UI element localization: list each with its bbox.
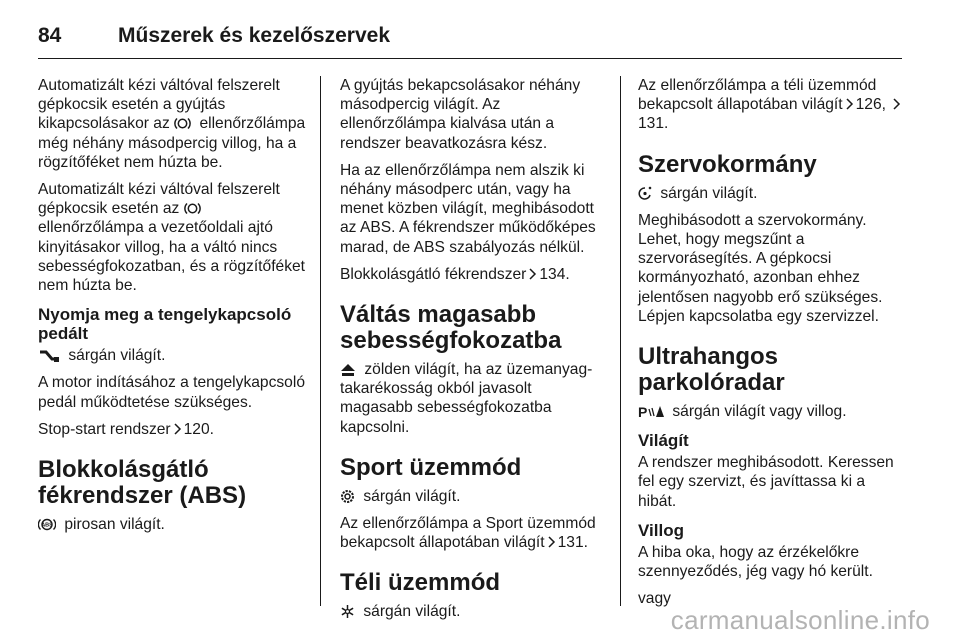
- page-ref: 131.: [557, 534, 588, 552]
- steering-wheel-icon: [638, 186, 652, 201]
- paragraph: [340, 514, 608, 552]
- page-header: [38, 14, 902, 59]
- page-ref: 134.: [539, 265, 570, 283]
- paragraph: A hiba oka, hogy az érzékelőkre szennyeződés, jég vagy hó került.: [638, 543, 873, 581]
- paragraph: vagy: [638, 590, 671, 608]
- page-reference-icon: [547, 536, 556, 548]
- heading-flashing: Villog: [638, 520, 684, 540]
- page-reference-icon: [845, 98, 854, 110]
- paragraph: A gyújtás bekapcsolásakor néhány másodpercig világít. Az ellenőrzőlámpa kialvása után a rendszer beavatkozásra kész.: [340, 77, 581, 152]
- column-divider-2: [620, 76, 621, 606]
- paragraph: A motor indításához a tengelykapcsoló pedál működtetése szükséges.: [38, 374, 305, 411]
- page-number: 84: [38, 24, 62, 47]
- brake-warning-icon: [184, 201, 201, 216]
- paragraph: [638, 76, 906, 134]
- clutch-status: [38, 346, 310, 365]
- page-reference-icon: [528, 268, 537, 280]
- snowflake-icon: [340, 604, 355, 619]
- heading-winter: Téli üzemmód: [340, 569, 501, 597]
- text: Blokkolásgátló fékrendszer: [340, 265, 527, 283]
- text: zölden világít, ha az üzemanyag-takarékosság okból javasolt magasabb sebességfokozatba kapcsolni.: [340, 361, 593, 436]
- page-reference-icon: [892, 98, 901, 110]
- page-ref: 126,: [855, 96, 886, 114]
- clutch-pedal-icon: [38, 349, 60, 363]
- heading-abs: Blokkolásgátló fékrendszer (ABS): [38, 456, 247, 510]
- parking-status: [638, 402, 906, 421]
- page-ref: 120.: [183, 420, 214, 438]
- text: Az ellenőrzőlámpa a téli üzemmód bekapcsolt állapotában világít: [638, 77, 877, 114]
- text: Automatizált kézi váltóval felszerelt gépkocsik esetén az: [38, 181, 280, 218]
- heading-clutch: Nyomja meg a tengelykapcsoló pedált: [38, 305, 292, 344]
- heading-parking-radar: Ultrahangos parkolóradar: [638, 343, 785, 397]
- steering-status: [638, 184, 906, 203]
- text: sárgán világít.: [363, 487, 461, 505]
- sport-status: [340, 487, 608, 506]
- text: sárgán világít.: [660, 184, 758, 202]
- text: Automatizált kézi váltóval felszerelt gépkocsik esetén a gyújtás kikapcsolásakor az: [38, 77, 280, 133]
- upshift-status: [340, 360, 608, 437]
- sport-mode-icon: [340, 489, 355, 504]
- paragraph: [340, 265, 608, 284]
- paragraph: A rendszer meghibásodott. Keressen fel egy szervizt, és javíttassa ki a hibát.: [638, 454, 894, 510]
- parking-sensor-icon: [638, 404, 664, 419]
- brake-warning-icon: [174, 116, 191, 131]
- column-2: [340, 76, 608, 630]
- paragraph: [38, 420, 310, 439]
- heading-power-steering: Szervokormány: [638, 150, 817, 178]
- text: ellenőrzőlámpa még néhány másodpercig villog, ha a rögzítőféket nem húzta be.: [38, 115, 306, 171]
- column-divider-1: [320, 76, 321, 606]
- text: sárgán világít.: [68, 347, 166, 365]
- abs-status: [38, 515, 310, 534]
- text: pirosan világít.: [64, 516, 165, 534]
- paragraph: Meghibásodott a szervokormány. Lehet, hogy megszűnt a szervorásegítés. A gépkocsi kormányozható, azonban ehhez jelentősen nagyobb erő szükséges. Lépjen kapcsolatba egy szervizzel.: [638, 211, 883, 325]
- column-1: [38, 76, 310, 542]
- svg-text:P: P: [638, 404, 648, 420]
- page-title: Műszerek és kezelőszervek: [118, 24, 391, 47]
- paragraph: [38, 180, 310, 295]
- abs-icon: [38, 517, 56, 532]
- heading-sport: Sport üzemmód: [340, 453, 522, 481]
- paragraph: [38, 76, 310, 172]
- paragraph: Ha az ellenőrzőlámpa nem alszik ki néhány másodperc után, vagy ha menet közben világít, meghibásodott az ABS. A fékrendszer működőképes marad, de ABS szabályozás nélkül.: [340, 161, 596, 256]
- upshift-arrow-icon: [340, 363, 356, 377]
- text: Az ellenőrzőlámpa a Sport üzemmód bekapcsolt állapotában világít: [340, 515, 596, 552]
- text: ellenőrzőlámpa a vezetőoldali ajtó kinyitásakor villog, ha a váltó nincs sebességfokozatban, és a rögzítőféket nem húzta be.: [38, 219, 305, 295]
- heading-upshift: Váltás magasabb sebességfokozatba: [340, 301, 562, 355]
- winter-status: [340, 602, 608, 621]
- text: sárgán világít vagy villog.: [672, 403, 847, 421]
- svg-text:ABS: ABS: [41, 522, 53, 529]
- watermark: carmanualsonline.info: [670, 605, 930, 635]
- text: Stop-start rendszer: [38, 420, 171, 438]
- text: sárgán világít.: [363, 603, 461, 621]
- heading-lit: Világít: [638, 431, 689, 451]
- column-3: [638, 76, 906, 616]
- page-reference-icon: [173, 423, 182, 435]
- page-ref: 131.: [638, 115, 669, 133]
